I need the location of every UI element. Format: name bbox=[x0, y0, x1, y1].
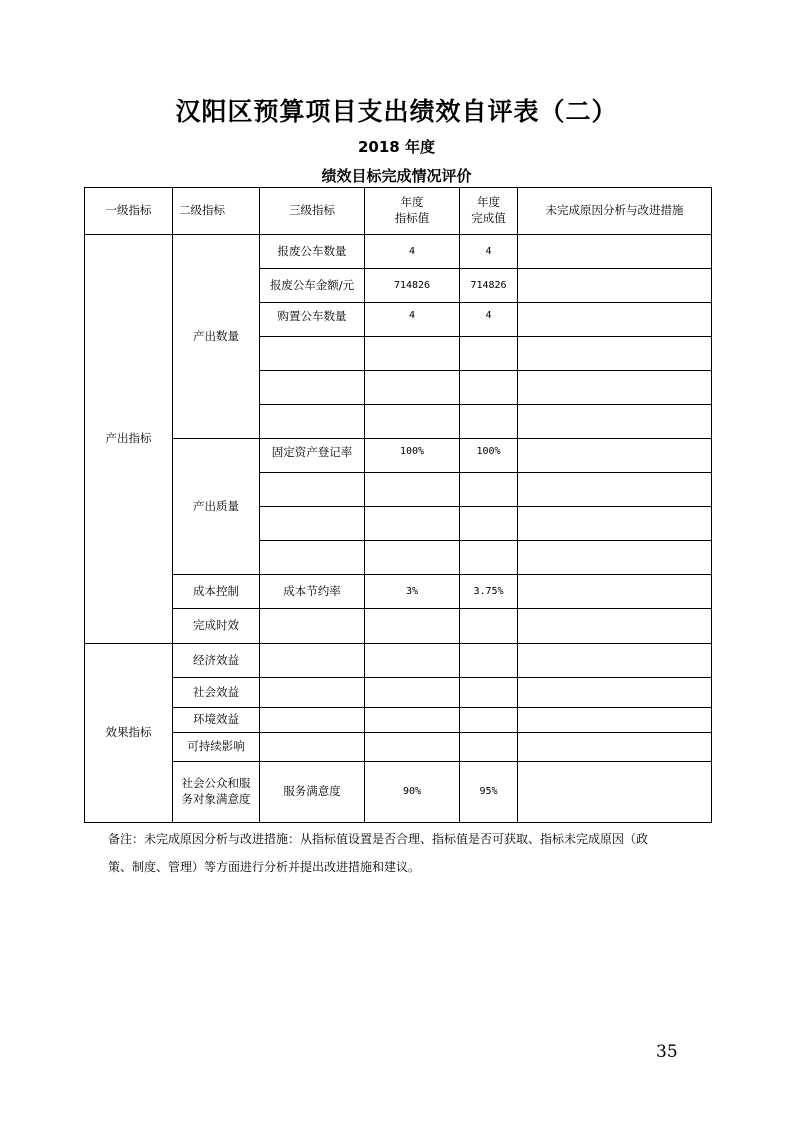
performance-table bbox=[84, 187, 712, 823]
actual-value: 95% bbox=[460, 762, 518, 823]
table-row bbox=[85, 575, 712, 609]
table-row bbox=[85, 644, 712, 678]
effect-satisfaction-label bbox=[173, 762, 260, 823]
output-quantity-label: 产出数量 bbox=[173, 235, 260, 439]
analysis-cell bbox=[518, 762, 712, 823]
output-indicator-label: 产出指标 bbox=[85, 235, 173, 644]
analysis-cell bbox=[518, 473, 712, 507]
indicator-cell bbox=[260, 708, 365, 733]
table-title: 绩效目标完成情况评价 bbox=[321, 167, 472, 185]
actual-value bbox=[460, 609, 518, 644]
target-value bbox=[365, 405, 460, 439]
analysis-cell bbox=[518, 269, 712, 303]
header-level2: 二级指标 bbox=[173, 188, 260, 235]
effect-indicator-label: 效果指标 bbox=[85, 644, 173, 823]
header-level3: 三级指标 bbox=[260, 188, 365, 235]
actual-value: 714826 bbox=[460, 269, 518, 303]
actual-value: 3.75% bbox=[460, 575, 518, 609]
target-value: 3% bbox=[365, 575, 460, 609]
actual-value bbox=[460, 337, 518, 371]
header-actual bbox=[460, 188, 518, 235]
indicator-cell: 报废公车数量 bbox=[260, 235, 365, 269]
actual-value: 100% bbox=[460, 439, 518, 473]
analysis-cell bbox=[518, 439, 712, 473]
table-row bbox=[85, 235, 712, 269]
indicator-cell bbox=[260, 473, 365, 507]
indicator-cell bbox=[260, 405, 365, 439]
target-value bbox=[365, 644, 460, 678]
indicator-cell bbox=[260, 678, 365, 708]
analysis-cell bbox=[518, 644, 712, 678]
actual-value bbox=[460, 473, 518, 507]
report-year: 2018 年度 bbox=[358, 138, 435, 156]
target-value bbox=[365, 708, 460, 733]
table-row bbox=[85, 708, 712, 733]
target-value bbox=[365, 507, 460, 541]
actual-value: 4 bbox=[460, 235, 518, 269]
indicator-cell bbox=[260, 644, 365, 678]
analysis-cell bbox=[518, 541, 712, 575]
indicator-cell bbox=[260, 541, 365, 575]
output-cost-label: 成本控制 bbox=[173, 575, 260, 609]
actual-value bbox=[460, 507, 518, 541]
actual-value bbox=[460, 541, 518, 575]
analysis-cell bbox=[518, 405, 712, 439]
footnote-line2: 策、制度、管理）等方面进行分析并提出改进措施和建议。 bbox=[108, 860, 421, 874]
effect-sustainable-label: 可持续影响 bbox=[173, 733, 260, 762]
header-level1: 一级指标 bbox=[85, 188, 173, 235]
actual-value bbox=[460, 405, 518, 439]
actual-value bbox=[460, 678, 518, 708]
footnote bbox=[108, 825, 698, 881]
analysis-cell bbox=[518, 507, 712, 541]
indicator-cell: 购置公车数量 bbox=[260, 303, 365, 337]
target-value bbox=[365, 609, 460, 644]
header-analysis: 未完成原因分析与改进措施 bbox=[518, 188, 712, 235]
output-timeliness-label: 完成时效 bbox=[173, 609, 260, 644]
actual-value bbox=[460, 371, 518, 405]
header-target bbox=[365, 188, 460, 235]
actual-value bbox=[460, 708, 518, 733]
analysis-cell bbox=[518, 371, 712, 405]
target-value: 90% bbox=[365, 762, 460, 823]
target-value bbox=[365, 371, 460, 405]
target-value bbox=[365, 541, 460, 575]
indicator-cell: 服务满意度 bbox=[260, 762, 365, 823]
indicator-cell: 报废公车金额/元 bbox=[260, 269, 365, 303]
page-number: 35 bbox=[656, 1042, 678, 1062]
page-title: 汉阳区预算项目支出绩效自评表（二） bbox=[175, 97, 618, 126]
target-value: 4 bbox=[365, 235, 460, 269]
analysis-cell bbox=[518, 678, 712, 708]
actual-value: 4 bbox=[460, 303, 518, 337]
actual-value bbox=[460, 733, 518, 762]
effect-social-label: 社会效益 bbox=[173, 678, 260, 708]
header-actual-line2: 完成值 bbox=[471, 211, 506, 225]
footnote-line1: 备注：未完成原因分析与改进措施：从指标值设置是否合理、指标值是否可获取、指标未完成原因（政 bbox=[108, 832, 649, 846]
target-value: 100% bbox=[365, 439, 460, 473]
header-actual-line1: 年度 bbox=[477, 195, 500, 210]
header-target-line2: 指标值 bbox=[394, 211, 430, 225]
output-quality-label: 产出质量 bbox=[173, 439, 260, 575]
effect-environmental-label: 环境效益 bbox=[173, 708, 260, 733]
target-value: 4 bbox=[365, 303, 460, 337]
satisfaction-label-line2: 务对象满意度 bbox=[181, 792, 251, 806]
table-row bbox=[85, 439, 712, 473]
analysis-cell bbox=[518, 733, 712, 762]
analysis-cell bbox=[518, 575, 712, 609]
indicator-cell bbox=[260, 733, 365, 762]
indicator-cell bbox=[260, 507, 365, 541]
target-value bbox=[365, 473, 460, 507]
indicator-cell bbox=[260, 337, 365, 371]
effect-economic-label: 经济效益 bbox=[173, 644, 260, 678]
target-value: 714826 bbox=[365, 269, 460, 303]
indicator-cell: 成本节约率 bbox=[260, 575, 365, 609]
table-row bbox=[85, 609, 712, 644]
indicator-cell bbox=[260, 371, 365, 405]
indicator-cell bbox=[260, 609, 365, 644]
analysis-cell bbox=[518, 235, 712, 269]
satisfaction-label-line1: 社会公众和服 bbox=[181, 776, 251, 791]
indicator-cell: 固定资产登记率 bbox=[260, 439, 365, 473]
table-row bbox=[85, 762, 712, 823]
target-value bbox=[365, 678, 460, 708]
analysis-cell bbox=[518, 609, 712, 644]
table-row bbox=[85, 678, 712, 708]
actual-value bbox=[460, 644, 518, 678]
analysis-cell bbox=[518, 708, 712, 733]
analysis-cell bbox=[518, 337, 712, 371]
header-target-line1: 年度 bbox=[400, 195, 424, 210]
table-row bbox=[85, 733, 712, 762]
analysis-cell bbox=[518, 303, 712, 337]
target-value bbox=[365, 337, 460, 371]
header-row bbox=[85, 188, 712, 235]
target-value bbox=[365, 733, 460, 762]
